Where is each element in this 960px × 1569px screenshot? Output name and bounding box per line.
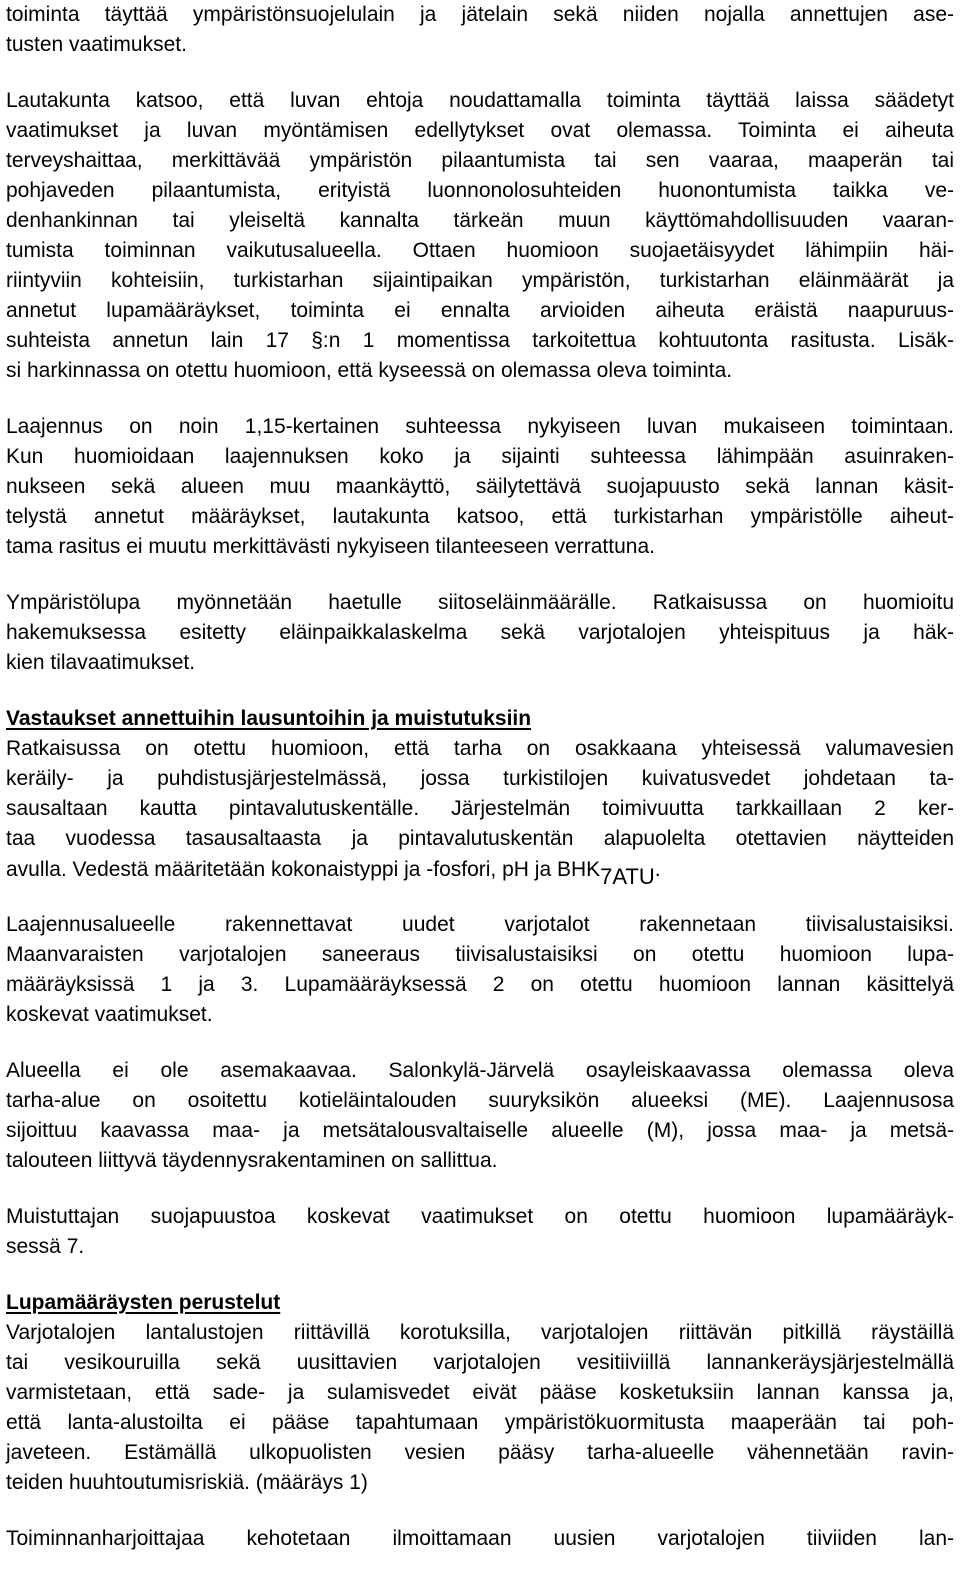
paragraph-1 bbox=[6, 86, 954, 386]
text-line: Kun huomioidaan laajennuksen koko ja sijainti suhteessa lähimpään asuinraken- bbox=[6, 445, 954, 468]
text-line: denhankinnan tai yleiseltä kannalta tärkeän muun käyttömahdollisuuden vaaran- bbox=[6, 209, 954, 232]
text-line: si harkinnassa on otettu huomioon, että kyseessä on olemassa oleva toiminta. bbox=[6, 359, 733, 382]
text-line: riintyviin kohteisiin, turkistarhan sijaintipaikan ympäristön, turkistarhan eläinmäärät ja bbox=[6, 269, 954, 292]
text-line: nukseen sekä alueen muu maankäyttö, säilytettävä suojapuusto sekä lannan käsit- bbox=[6, 475, 954, 498]
section-responses bbox=[6, 704, 954, 889]
paragraph-gap bbox=[6, 1262, 954, 1288]
paragraph-5 bbox=[6, 910, 954, 1030]
document-page bbox=[6, 0, 954, 1554]
text-line: toiminta täyttää ympäristönsuojelulain ja jätelain sekä niiden nojalla annettujen ase- bbox=[6, 3, 954, 26]
paragraph-gap bbox=[6, 1030, 954, 1056]
text-line: tumista toiminnan vaikutusalueella. Ottaen huomioon suojaetäisyydet lähimpiin häi- bbox=[6, 239, 954, 262]
paragraph-gap bbox=[6, 60, 954, 86]
text-line: koskevat vaatimukset. bbox=[6, 1003, 213, 1026]
paragraph-gap bbox=[6, 678, 954, 704]
paragraph-2 bbox=[6, 412, 954, 562]
paragraph-6 bbox=[6, 1056, 954, 1176]
text-line: kien tilavaatimukset. bbox=[6, 651, 196, 674]
text-line: tarha-alue on osoitettu kotieläintalouden suuryksikön alueeksi (ME). Laajennusosa bbox=[6, 1089, 954, 1112]
paragraph-gap bbox=[6, 1498, 954, 1524]
text-fragment: . bbox=[654, 858, 661, 881]
text-line: tai vesikouruilla sekä uusittavien varjotalojen vesitiiviillä lannankeräysjärjestelmällä bbox=[6, 1351, 954, 1374]
text-line: tama rasitus ei muutu merkittävästi nykyiseen tilanteeseen verrattuna. bbox=[6, 535, 655, 558]
text-line: määräyksissä 1 ja 3. Lupamääräyksessä 2 on otettu huomioon lannan käsittelyä bbox=[6, 973, 954, 996]
section-heading: Lupamääräysten perustelut bbox=[6, 1291, 281, 1314]
text-line: annetut lupamääräykset, toiminta ei ennalta arvioiden aiheuta eräistä naapuruus- bbox=[6, 299, 954, 322]
paragraph-0 bbox=[6, 0, 954, 60]
text-line: Alueella ei ole asemakaavaa. Salonkylä-Järvelä osayleiskaavassa olemassa oleva bbox=[6, 1059, 954, 1082]
text-line: sijoittuu kaavassa maa- ja metsätalousvaltaiselle alueelle (M), jossa maa- ja metsä- bbox=[6, 1119, 954, 1142]
text-line: taa vuodessa tasausaltaasta ja pintavalutuskentän alapuolelta otettavien näytteiden bbox=[6, 827, 954, 850]
paragraph-gap bbox=[6, 562, 954, 588]
paragraph-3 bbox=[6, 588, 954, 678]
text-line: teiden huuhtoutumisriskiä. (määräys 1) bbox=[6, 1471, 368, 1494]
paragraph-9 bbox=[6, 1524, 954, 1554]
text-line-with-subscript bbox=[6, 854, 954, 889]
text-line: Lautakunta katsoo, että luvan ehtoja noudattamalla toiminta täyttää laissa säädetyt bbox=[6, 89, 954, 112]
text-line: javeteen. Estämällä ulkopuolisten vesien pääsy tarha-alueelle vähennetään ravin- bbox=[6, 1441, 954, 1464]
paragraph-gap bbox=[6, 1176, 954, 1202]
text-line: sausaltaan kautta pintavalutuskentälle. Järjestelmän toimivuutta tarkkaillaan 2 ker- bbox=[6, 797, 954, 820]
text-line: Ratkaisussa on otettu huomioon, että tarha on osakkaana yhteisessä valumavesien bbox=[6, 737, 954, 760]
text-line: terveyshaittaa, merkittävää ympäristön pilaantumista tai sen vaaraa, maaperän tai bbox=[6, 149, 954, 172]
text-line: Muistuttajan suojapuustoa koskevat vaatimukset on otettu huomioon lupamääräyk- bbox=[6, 1205, 954, 1228]
paragraph-gap bbox=[6, 884, 954, 910]
text-line: Toiminnanharjoittajaa kehotetaan ilmoittamaan uusien varjotalojen tiiviiden lan- bbox=[6, 1527, 954, 1550]
text-line: Varjotalojen lantalustojen riittävillä korotuksilla, varjotalojen riittävän pitkillä räystäillä bbox=[6, 1321, 954, 1344]
paragraph-gap bbox=[6, 386, 954, 412]
text-line: tusten vaatimukset. bbox=[6, 33, 187, 56]
section-heading: Vastaukset annettuihin lausuntoihin ja muistutuksiin bbox=[6, 707, 532, 730]
text-line: Laajennus on noin 1,15-kertainen suhteessa nykyiseen luvan mukaiseen toimintaan. bbox=[6, 415, 954, 438]
text-line: pohjaveden pilaantumista, erityistä luonnonolosuhteiden huonontumista taikka ve- bbox=[6, 179, 954, 202]
text-line: Laajennusalueelle rakennettavat uudet varjotalot rakennetaan tiivisalustaisiksi. bbox=[6, 913, 954, 936]
text-line: suhteista annetun lain 17 §:n 1 momentissa tarkoitettua kohtuutonta rasitusta. Lisäk- bbox=[6, 329, 954, 352]
text-line: sessä 7. bbox=[6, 1235, 85, 1258]
text-line: vaatimukset ja luvan myöntämisen edellytykset ovat olemassa. Toiminta ei aiheuta bbox=[6, 119, 954, 142]
text-line: että lanta-alustoilta ei pääse tapahtumaan ympäristökuormitusta maaperään tai poh- bbox=[6, 1411, 954, 1434]
text-line: talouteen liittyvä täydennysrakentaminen on sallittua. bbox=[6, 1149, 498, 1172]
text-line: keräily- ja puhdistusjärjestelmässä, jossa turkistilojen kuivatusvedet johdetaan ta- bbox=[6, 767, 954, 790]
subscript-text: 7ATU bbox=[600, 864, 655, 889]
text-fragment: avulla. Vedestä määritetään kokonaistyppi ja -fosfori, pH ja BHK bbox=[6, 858, 601, 881]
text-line: Ympäristölupa myönnetään haetulle siitoseläinmäärälle. Ratkaisussa on huomioitu bbox=[6, 591, 954, 614]
paragraph-7 bbox=[6, 1202, 954, 1262]
section-rationale bbox=[6, 1288, 954, 1498]
text-line: Maanvaraisten varjotalojen saneeraus tiivisalustaisiksi on otettu huomioon lupa- bbox=[6, 943, 954, 966]
text-line: varmistetaan, että sade- ja sulamisvedet eivät pääse kosketuksiin lannan kanssa ja, bbox=[6, 1381, 954, 1404]
text-line: hakemuksessa esitetty eläinpaikkalaskelma sekä varjotalojen yhteispituus ja häk- bbox=[6, 621, 954, 644]
text-line: telystä annetut määräykset, lautakunta katsoo, että turkistarhan ympäristölle aiheut- bbox=[6, 505, 954, 528]
